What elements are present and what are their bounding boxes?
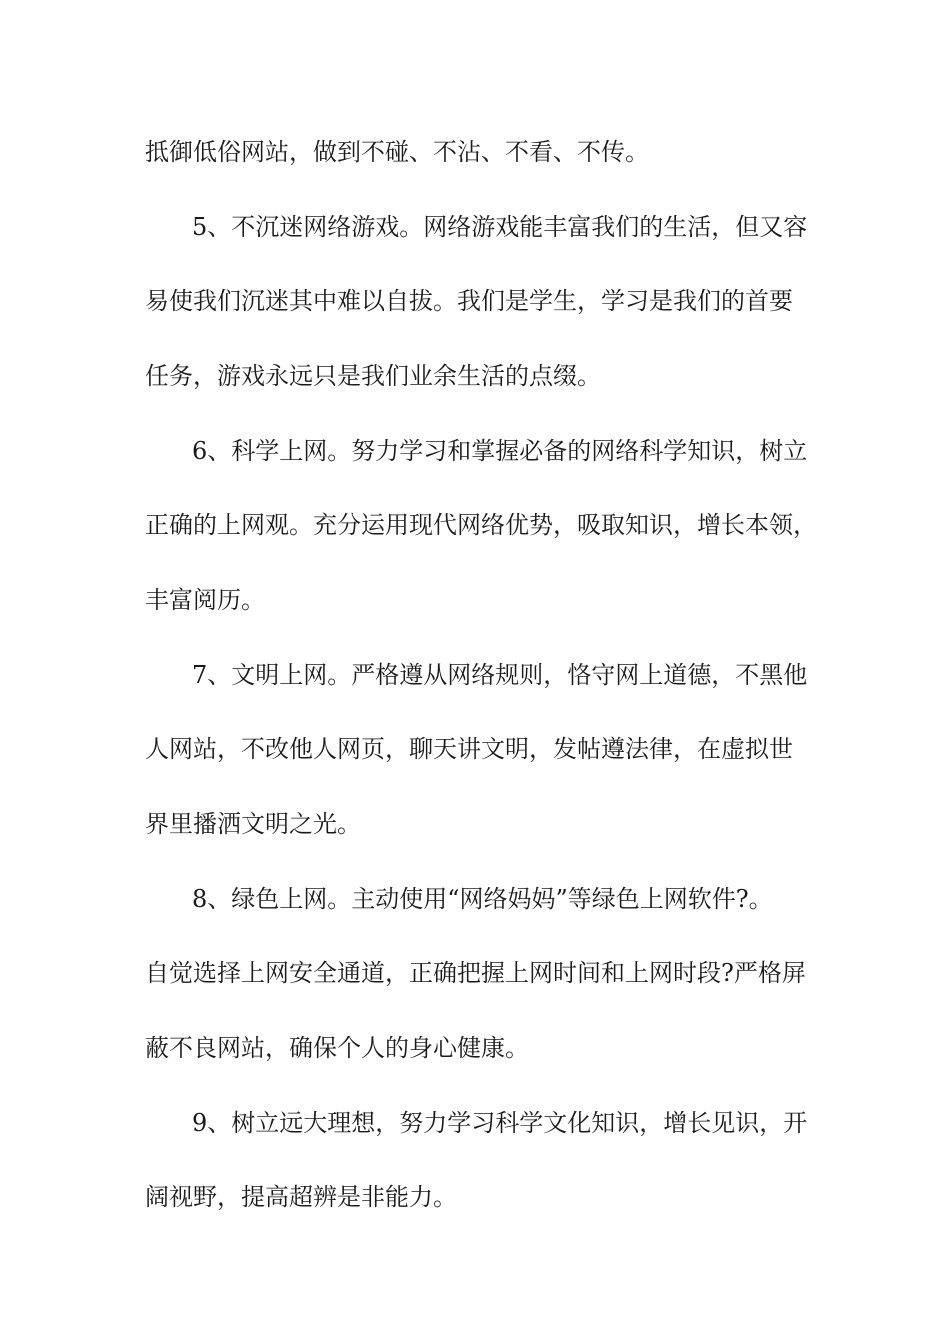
text-line-content: 抵御低俗网站，做到不碰、不沾、不看、不传。 [145, 138, 649, 166]
paragraph-9-line-2 [0, 1177, 950, 1217]
text-line-content: 自觉选择上网安全通道，正确把握上网时间和上网时段?严格屏 [145, 959, 806, 987]
paragraph-6-line-2 [0, 505, 950, 545]
paragraph-6-line-1 [0, 431, 950, 471]
paragraph-8-line-2 [0, 953, 950, 993]
text-line-content: 5、不沉迷网络游戏。网络游戏能丰富我们的生活，但又容 [192, 213, 808, 241]
text-line-content: 人网站，不改他人网页，聊天讲文明，发帖遵法律，在虚拟世 [145, 735, 793, 763]
text-line-content: 界里播洒文明之光。 [145, 810, 361, 838]
text-line-content: 任务，游戏永远只是我们业余生活的点缀。 [145, 362, 601, 390]
paragraph-9-line-1 [0, 1103, 950, 1143]
paragraph-7-line-1 [0, 655, 950, 695]
text-line-content: 阔视野，提高超辨是非能力。 [145, 1183, 457, 1211]
text-line-content: 9、树立远大理想，努力学习科学文化知识，增长见识，开 [192, 1109, 808, 1137]
paragraph-7-line-3 [0, 804, 950, 844]
paragraph-5-line-2 [0, 281, 950, 321]
paragraph-8-line-3 [0, 1028, 950, 1068]
text-line-content: 易使我们沉迷其中难以自拔。我们是学生，学习是我们的首要 [145, 287, 793, 315]
paragraph-8-line-1 [0, 879, 950, 919]
text-line-content: 7、文明上网。严格遵从网络规则，恪守网上道德，不黑他 [192, 661, 808, 689]
paragraph-7-line-2 [0, 729, 950, 769]
text-line-content: 8、绿色上网。主动使用“网络妈妈”等绿色上网软件?。 [192, 885, 773, 913]
text-line-content: 正确的上网观。充分运用现代网络优势，吸取知识，增长本领， [145, 511, 817, 539]
text-line [0, 132, 950, 172]
text-line-content: 蔽不良网站，确保个人的身心健康。 [145, 1034, 529, 1062]
paragraph-5-line-1 [0, 207, 950, 247]
text-line-content: 丰富阅历。 [145, 586, 265, 614]
paragraph-5-line-3 [0, 356, 950, 396]
paragraph-6-line-3 [0, 580, 950, 620]
text-line-content: 6、科学上网。努力学习和掌握必备的网络科学知识，树立 [192, 437, 808, 465]
